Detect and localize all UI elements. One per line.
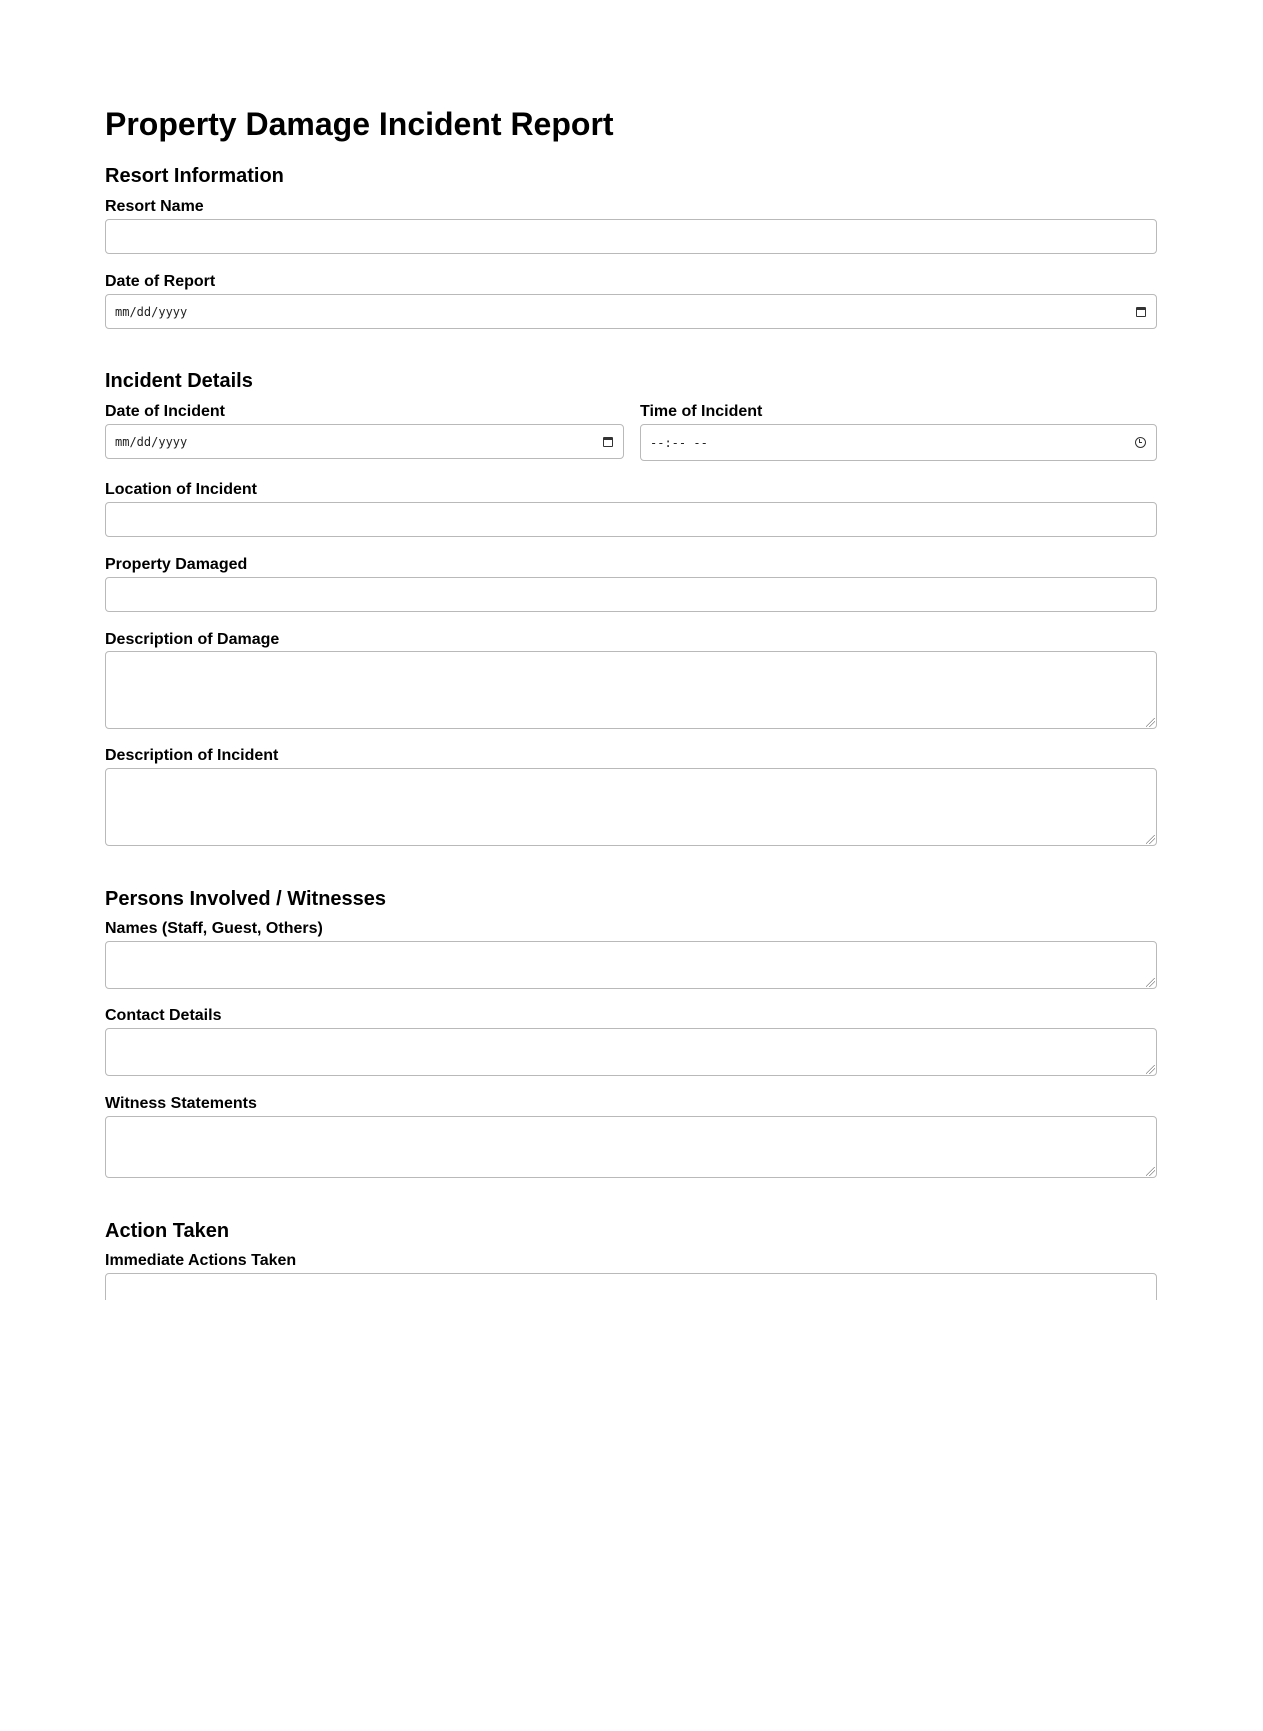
resize-grip-icon[interactable] [1146, 1065, 1155, 1074]
description-of-damage-label: Description of Damage [105, 631, 280, 648]
calendar-icon[interactable] [603, 437, 613, 447]
names-textarea[interactable] [105, 941, 1157, 989]
resort-name-input[interactable] [105, 219, 1157, 254]
location-of-incident-input[interactable] [105, 502, 1157, 537]
location-of-incident-label: Location of Incident [105, 481, 257, 498]
time-of-incident-input[interactable] [640, 424, 1157, 461]
description-of-incident-label: Description of Incident [105, 747, 279, 764]
clock-icon[interactable] [1135, 437, 1146, 448]
section-heading-resort-information: Resort Information [105, 165, 284, 187]
description-of-damage-textarea[interactable] [105, 651, 1157, 729]
description-of-incident-textarea[interactable] [105, 768, 1157, 846]
calendar-icon[interactable] [1136, 307, 1146, 317]
resize-grip-icon[interactable] [1146, 835, 1155, 844]
contact-details-label: Contact Details [105, 1007, 222, 1024]
immediate-actions-label: Immediate Actions Taken [105, 1252, 297, 1269]
date-of-incident-input[interactable] [105, 424, 624, 459]
time-of-incident-placeholder: --:-- -- [650, 435, 708, 450]
resort-name-label: Resort Name [105, 198, 204, 215]
date-of-report-placeholder: mm/dd/yyyy [115, 304, 188, 319]
page-title: Property Damage Incident Report [105, 106, 614, 142]
resize-grip-icon[interactable] [1146, 718, 1155, 727]
section-heading-persons-involved: Persons Involved / Witnesses [105, 888, 387, 910]
section-heading-incident-details: Incident Details [105, 370, 253, 392]
resize-grip-icon[interactable] [1146, 1167, 1155, 1176]
date-of-incident-label: Date of Incident [105, 403, 226, 420]
section-heading-action-taken: Action Taken [105, 1220, 230, 1242]
property-damaged-label: Property Damaged [105, 556, 248, 573]
date-of-report-label: Date of Report [105, 273, 216, 290]
date-of-report-input[interactable] [105, 294, 1157, 329]
witness-statements-label: Witness Statements [105, 1095, 257, 1112]
date-of-incident-placeholder: mm/dd/yyyy [115, 434, 188, 449]
time-of-incident-label: Time of Incident [640, 403, 763, 420]
immediate-actions-textarea[interactable] [105, 1273, 1157, 1300]
names-label: Names (Staff, Guest, Others) [105, 920, 323, 937]
property-damaged-input[interactable] [105, 577, 1157, 612]
contact-details-textarea[interactable] [105, 1028, 1157, 1076]
witness-statements-textarea[interactable] [105, 1116, 1157, 1178]
incident-report-form [105, 0, 1157, 1300]
resize-grip-icon[interactable] [1146, 978, 1155, 987]
